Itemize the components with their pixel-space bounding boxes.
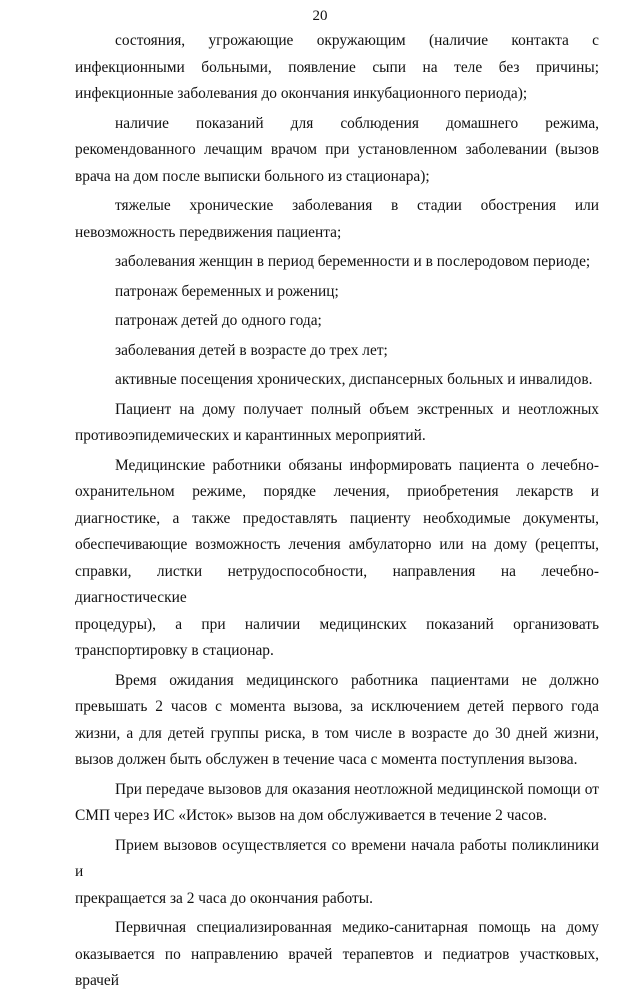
text-line: Медицинские работники обязаны информировать пациента о лечебно-	[115, 456, 599, 474]
text-line: наличие показаний для соблюдения домашнего режима,	[115, 114, 599, 132]
text-line: Первичная специализированная медико-санитарная помощь на дому	[115, 919, 599, 936]
text-line: противоэпидемических и карантинных мероприятий.	[75, 427, 426, 444]
paragraph	[75, 915, 599, 995]
text-line: транспортировку в стационар.	[75, 642, 274, 659]
paragraph	[75, 249, 599, 276]
paragraph	[75, 28, 599, 108]
text-line: Пациент на дому получает полный объем экстренных и неотложных	[115, 400, 599, 418]
document-body	[75, 28, 599, 995]
paragraph	[75, 279, 599, 306]
text-line: диагностике, а также предоставлять пациенту необходимые документы,	[75, 509, 599, 527]
text-line: заболевания детей в возрасте до трех лет;	[115, 341, 388, 359]
text-line: Прием вызовов осуществляется со времени начала работы поликлиники и	[75, 836, 599, 880]
paragraph	[75, 111, 599, 191]
text-line: прекращается за 2 часа до окончания работы.	[75, 889, 373, 907]
text-line: обеспечивающие возможность лечения амбулаторно или на дому (рецепты,	[75, 536, 599, 553]
text-line: рекомендованного лечащим врачом при установленном заболевании (вызов	[75, 141, 599, 158]
text-line: врача на дом после выписки больного из стационара);	[75, 167, 430, 185]
text-line: Время ожидания медицинского работника пациентами не должно	[115, 671, 599, 689]
paragraph	[75, 453, 599, 665]
text-line: инфекционные заболевания до окончания инкубационного периода);	[75, 85, 528, 102]
paragraph	[75, 397, 599, 450]
text-line: инфекционными больными, появление сыпи на теле без причины;	[75, 58, 599, 76]
text-line: активные посещения хронических, диспансерных больных и инвалидов.	[115, 371, 593, 388]
text-line: состояния, угрожающие окружающим (наличие контакта с	[115, 32, 599, 49]
text-line: заболевания женщин в период беременности и в послеродовом периоде;	[115, 253, 591, 270]
text-line: превышать 2 часов с момента вызова, за исключением детей первого года	[75, 698, 599, 715]
text-line: СМП через ИС «Исток» вызов на дом обслуживается в течение 2 часов.	[75, 807, 547, 824]
text-line: невозможность передвижения пациента;	[75, 223, 342, 241]
paragraph	[75, 193, 599, 246]
text-line: процедуры), а при наличии медицинских показаний организовать	[75, 615, 599, 633]
paragraph	[75, 367, 599, 394]
text-line: При передаче вызовов для оказания неотложной медицинской помощи от	[115, 780, 599, 798]
paragraph	[75, 668, 599, 774]
text-line: справки, листки нетрудоспособности, направления на лечебно-диагностические	[75, 562, 599, 606]
text-line: охранительном режиме, порядке лечения, приобретения лекарств и	[75, 483, 599, 500]
text-line: жизни, а для детей группы риска, в том числе в возрасте до 30 дней жизни,	[75, 724, 599, 742]
paragraph	[75, 338, 599, 365]
page-number: 20	[312, 8, 328, 24]
paragraph	[75, 777, 599, 830]
text-line: патронаж детей до одного года;	[115, 312, 322, 329]
text-line: оказывается по направлению врачей терапевтов и педиатров участковых, врачей	[75, 945, 599, 989]
text-line: вызов должен быть обслужен в течение часа с момента поступления вызова.	[75, 751, 578, 768]
paragraph	[75, 308, 599, 335]
paragraph	[75, 833, 599, 913]
text-line: тяжелые хронические заболевания в стадии обострения или	[115, 197, 599, 214]
text-line: патронаж беременных и рожениц;	[115, 282, 339, 300]
